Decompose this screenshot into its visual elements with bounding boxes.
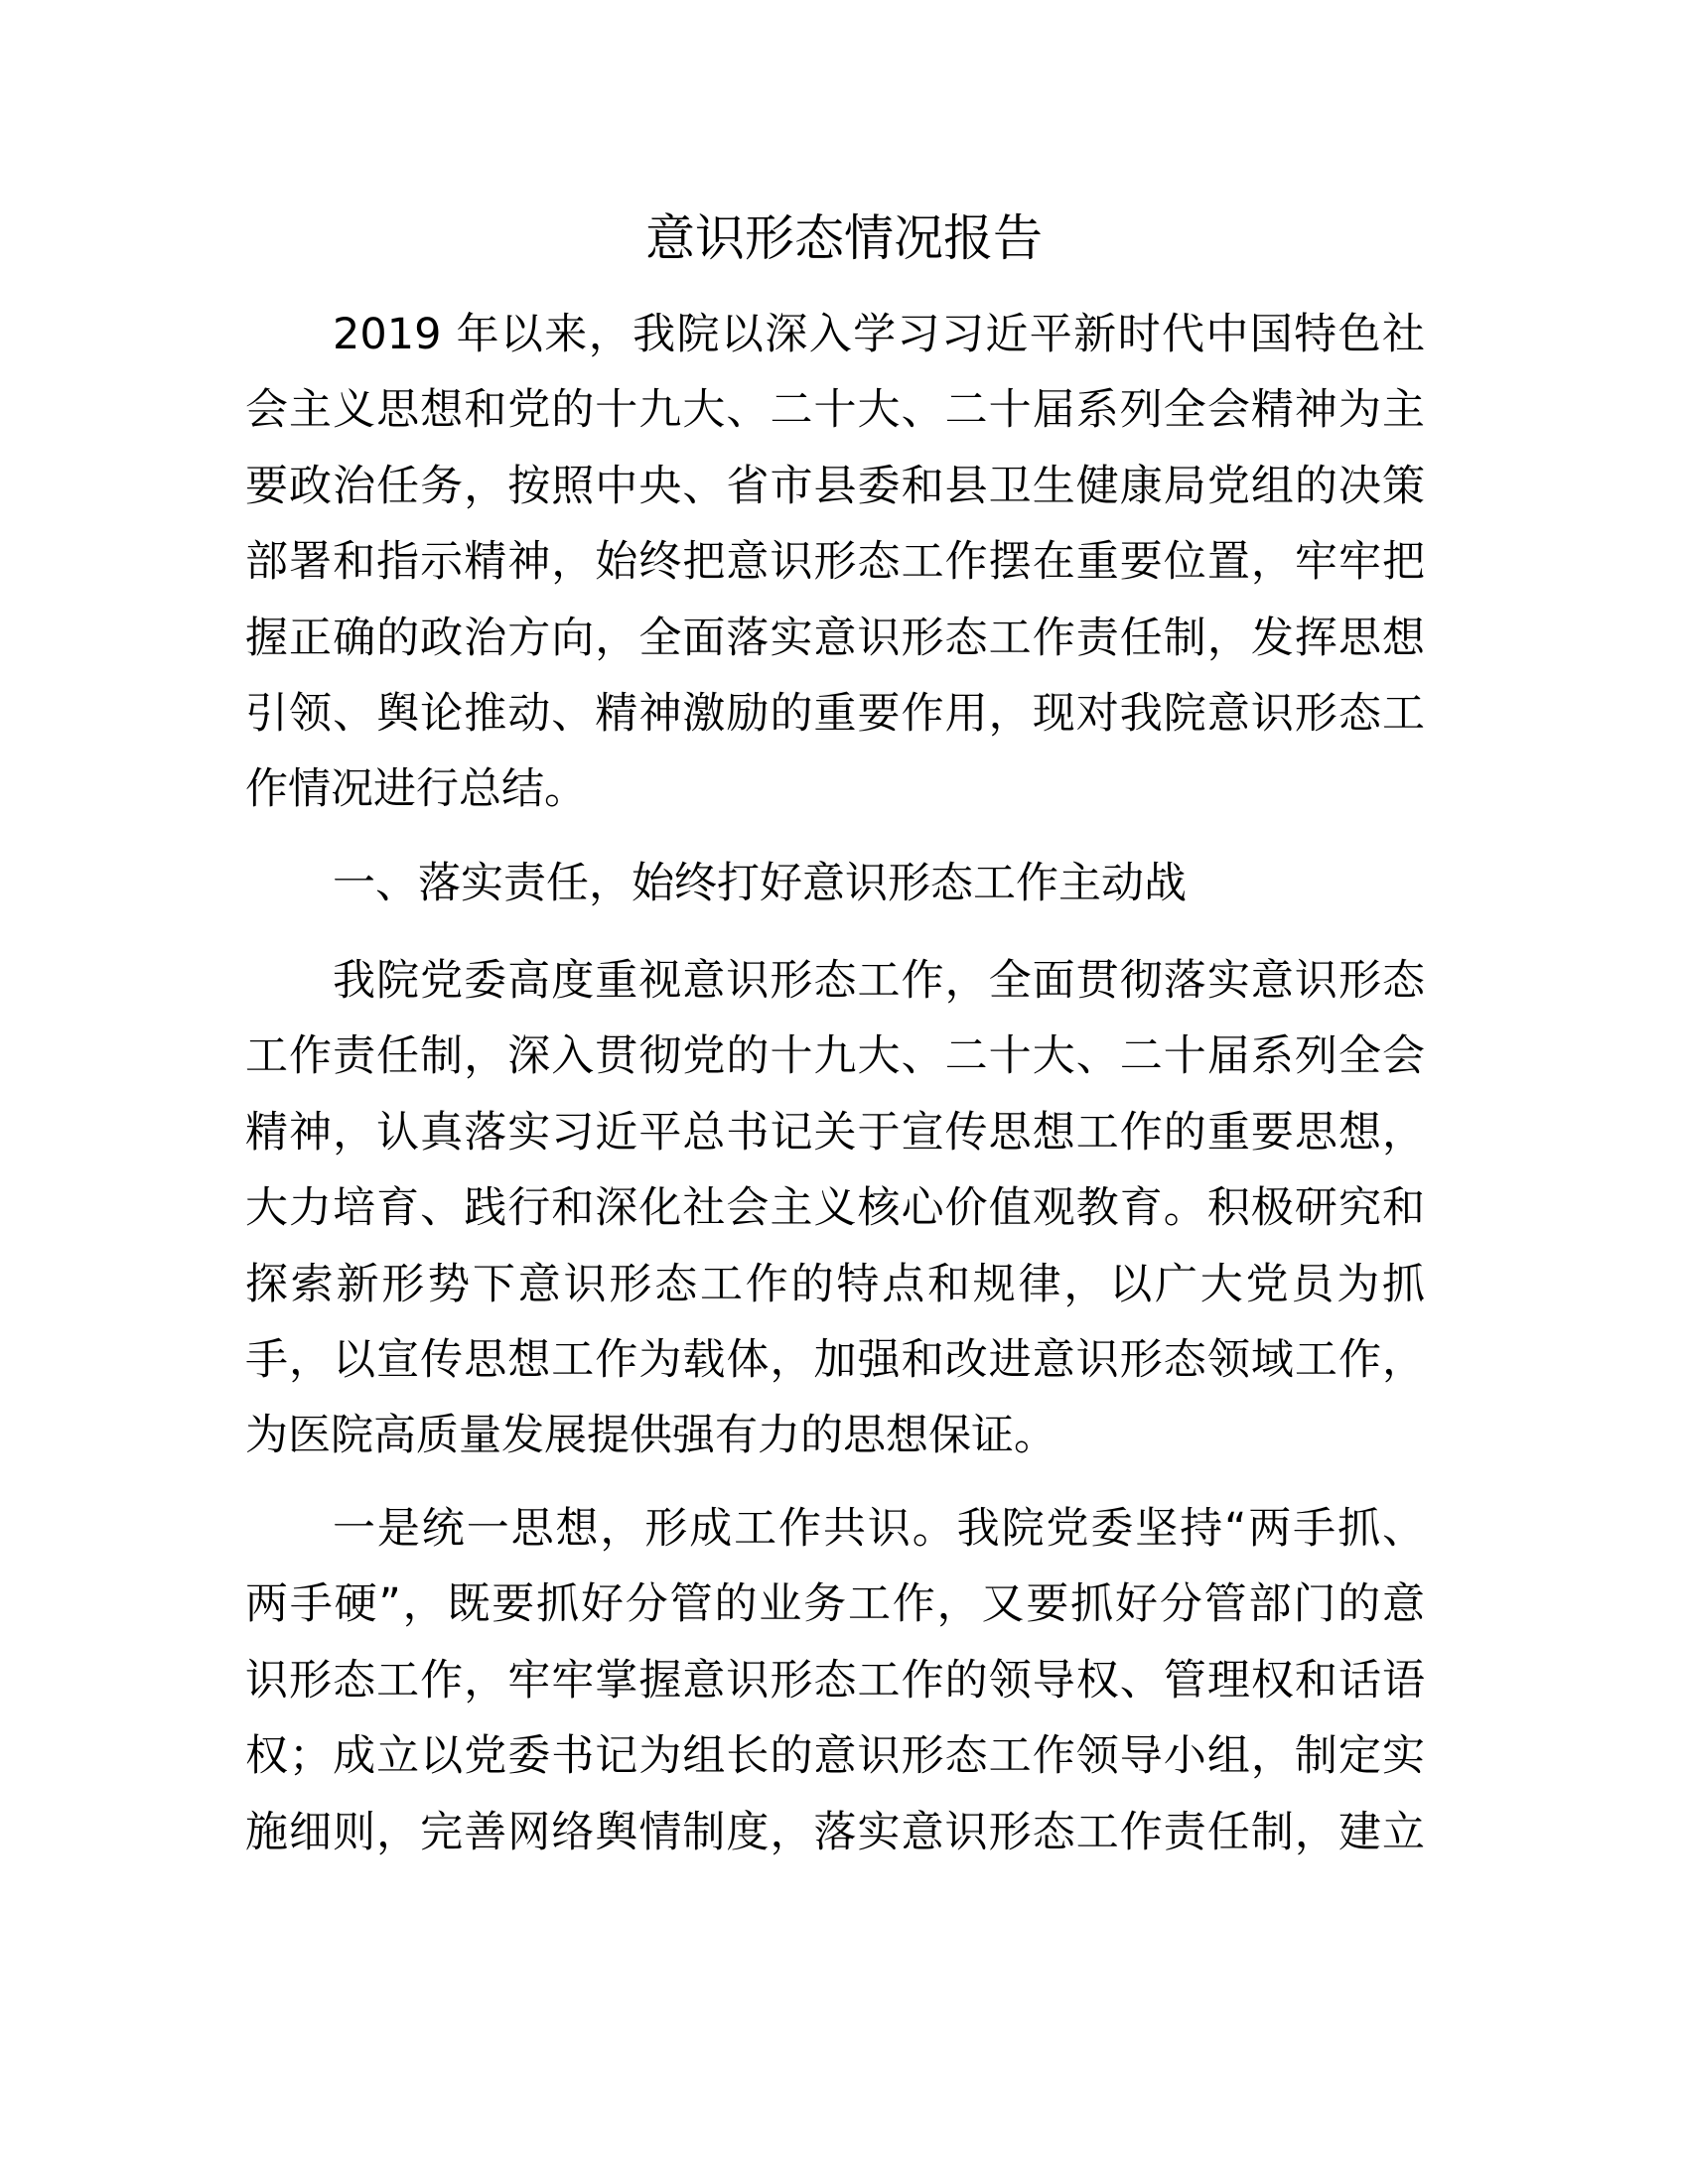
text-line: 部署和指示精神，始终把意识形态工作摆在重要位置，牢牢把 xyxy=(245,537,1425,588)
text-line: 我院党委高度重视意识形态工作，全面贯彻落实意识形态 xyxy=(333,956,1425,1006)
text-line: 作情况进行总结。 xyxy=(245,764,587,815)
text-line: 引领、舆论推动、精神激励的重要作用，现对我院意识形态工 xyxy=(245,688,1425,739)
text-line: 识形态工作，牢牢掌握意识形态工作的领导权、管理权和话语 xyxy=(245,1655,1425,1706)
text-line: 大力培育、践行和深化社会主义核心价值观教育。积极研究和 xyxy=(245,1183,1425,1234)
paragraph-responsibility xyxy=(245,943,1425,1474)
text-line: 2019 年以来，我院以深入学习习近平新时代中国特色社 xyxy=(333,310,1425,359)
text-line: 要政治任务，按照中央、省市县委和县卫生健康局党组的决策 xyxy=(245,461,1425,511)
text-line: 一是统一思想，形成工作共识。我院党委坚持“两手抓、 xyxy=(333,1504,1425,1554)
section-heading xyxy=(245,846,1425,921)
text-line: 施细则，完善网络舆情制度，落实意识形态工作责任制，建立 xyxy=(245,1807,1425,1857)
paragraph-intro xyxy=(245,297,1425,828)
text-line: 会主义思想和党的十九大、二十大、二十届系列全会精神为主 xyxy=(245,385,1425,436)
text-line: 为医院高质量发展提供强有力的思想保证。 xyxy=(245,1411,1056,1461)
text-line: 两手硬”，既要抓好分管的业务工作，又要抓好分管部门的意 xyxy=(245,1579,1425,1630)
text-line: 权；成立以党委书记为组长的意识形态工作领导小组，制定实 xyxy=(245,1731,1425,1782)
heading-text: 一、落实责任，始终打好意识形态工作主动战 xyxy=(333,859,1187,908)
text-line: 探索新形势下意识形态工作的特点和规律，以广大党员为抓 xyxy=(245,1259,1425,1309)
text-line: 手，以宣传思想工作为载体，加强和改进意识形态领域工作， xyxy=(245,1334,1425,1385)
paragraph-unify-thinking xyxy=(245,1491,1425,1870)
text-line: 精神，认真落实习近平总书记关于宣传思想工作的重要思想， xyxy=(245,1107,1425,1158)
text-line: 工作责任制，深入贯彻党的十九大、二十大、二十届系列全会 xyxy=(245,1031,1425,1082)
document-title: 意识形态情况报告 xyxy=(645,209,1043,267)
text-line: 握正确的政治方向，全面落实意识形态工作责任制，发挥思想 xyxy=(245,613,1425,663)
